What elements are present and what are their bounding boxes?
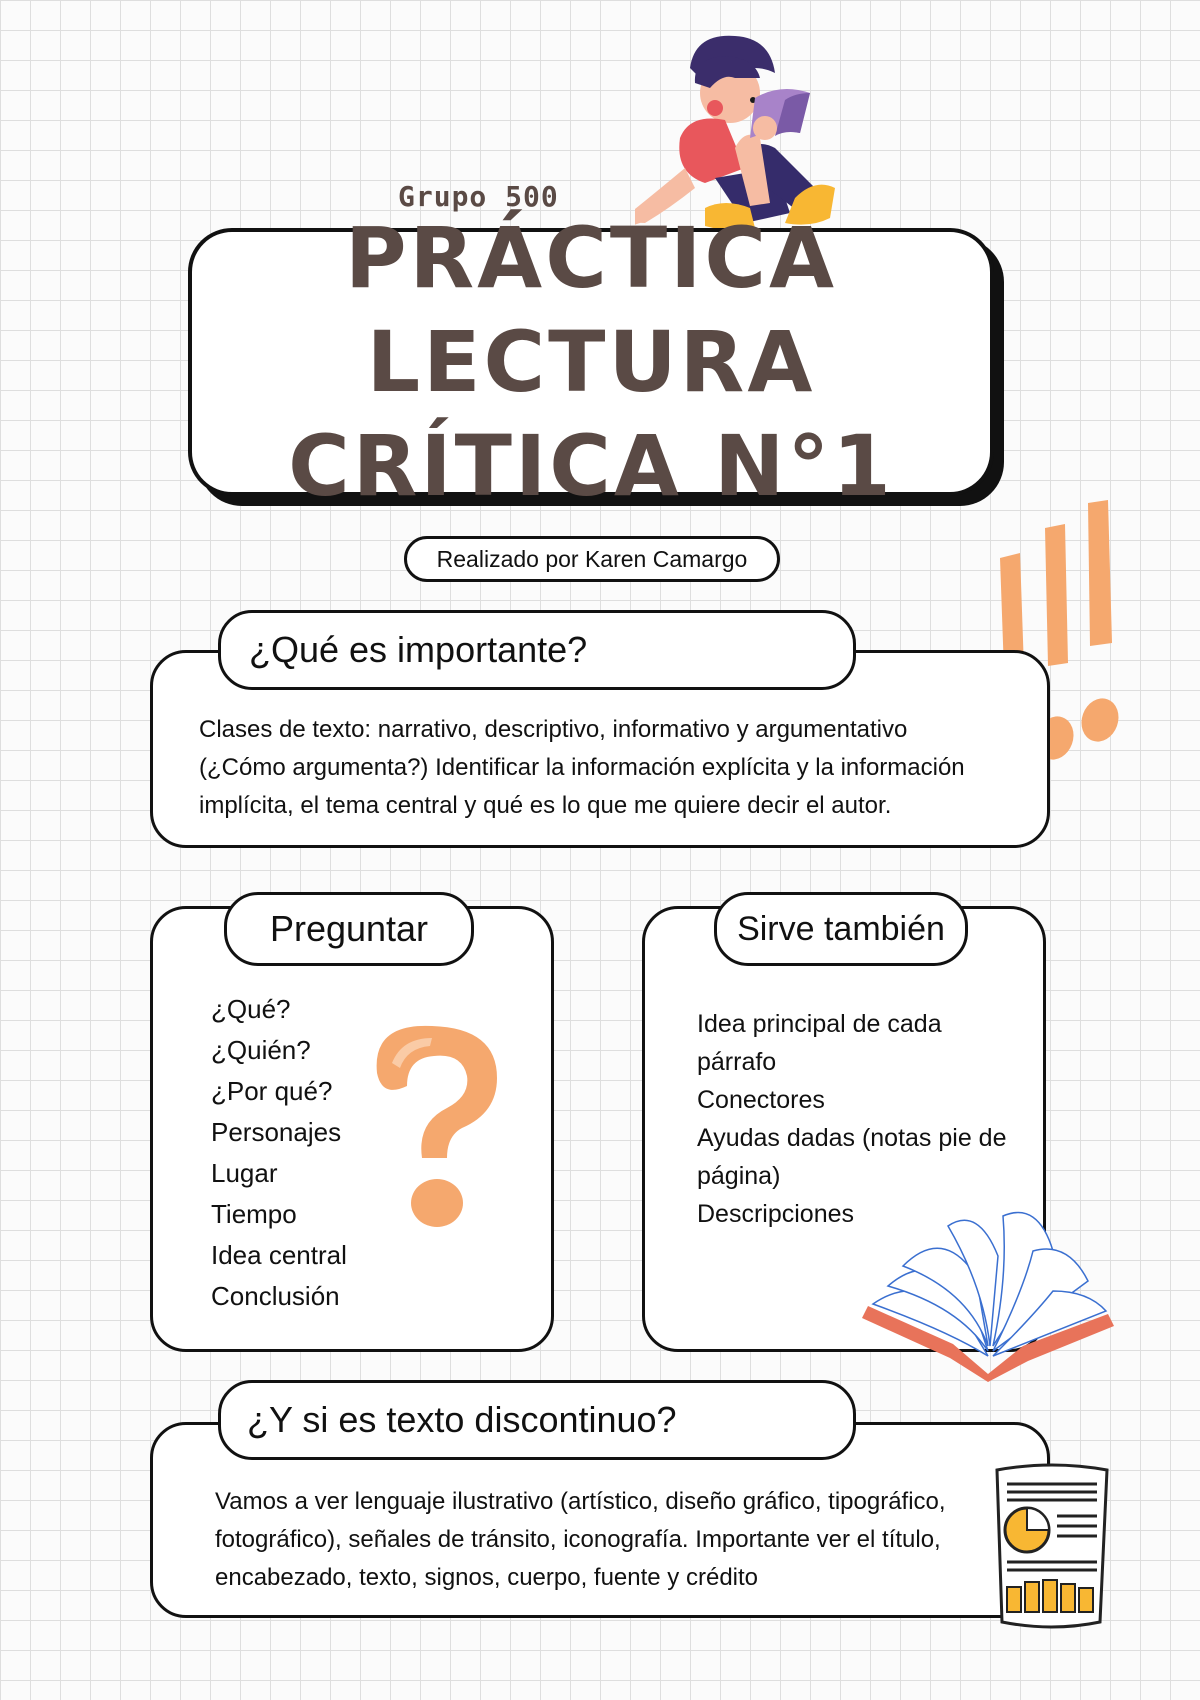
preguntar-heading-text: Preguntar <box>269 908 429 949</box>
list-item: Tiempo <box>211 1199 297 1229</box>
list-item: Idea principal de cada <box>697 1010 942 1038</box>
list-item: Conectores <box>697 1086 825 1114</box>
discontinuo-heading <box>218 1380 856 1460</box>
title-line-1: PRÁCTICA LECTURA <box>344 209 838 411</box>
preguntar-heading <box>224 892 474 966</box>
title-card <box>188 209 994 515</box>
page-title <box>192 206 990 518</box>
importante-heading-text: ¿Qué es importante? <box>249 629 588 670</box>
list-item: Personajes <box>211 1117 342 1147</box>
sirve-heading-text: Sirve también <box>737 909 945 948</box>
newspaper-chart-icon <box>992 1462 1112 1632</box>
title-line-2: CRÍTICA N°1 <box>288 417 894 515</box>
list-item: ¿Qué? <box>211 994 291 1024</box>
importante-text: Clases de texto: narrativo, descriptivo, informativo y argumentativo (¿Cómo argumenta?) Identificar la información explícita y la información implícita, el tema central y qué es lo que me quiere decir el autor. <box>199 716 965 819</box>
list-item: Idea central <box>211 1240 347 1270</box>
preguntar-list <box>211 989 347 1317</box>
question-mark-decoration <box>362 1018 512 1233</box>
list-item: Lugar <box>211 1158 278 1188</box>
discontinuo-heading-text: ¿Y si es texto discontinuo? <box>247 1399 677 1440</box>
author-badge: Realizado por Karen Camargo <box>404 536 780 582</box>
importante-heading <box>218 610 856 690</box>
list-item: ¿Quién? <box>211 1035 311 1065</box>
list-item: Ayudas dadas (notas pie de <box>697 1124 1007 1152</box>
discontinuo-text: Vamos a ver lenguaje ilustrativo (artístico, diseño gráfico, tipográfico, fotográfico), señales de tránsito, iconografía. Importante ver el título, encabezado, texto, signos, cuerpo, fuente y crédito <box>215 1488 946 1591</box>
list-item: página) <box>697 1162 781 1190</box>
list-item: párrafo <box>697 1048 777 1076</box>
list-item: Conclusión <box>211 1281 340 1311</box>
sirve-heading <box>714 892 968 966</box>
open-book-illustration <box>858 1196 1120 1382</box>
list-item: Descripciones <box>697 1200 855 1228</box>
group-label: Grupo 500 <box>398 180 559 213</box>
list-item: ¿Por qué? <box>211 1076 333 1106</box>
